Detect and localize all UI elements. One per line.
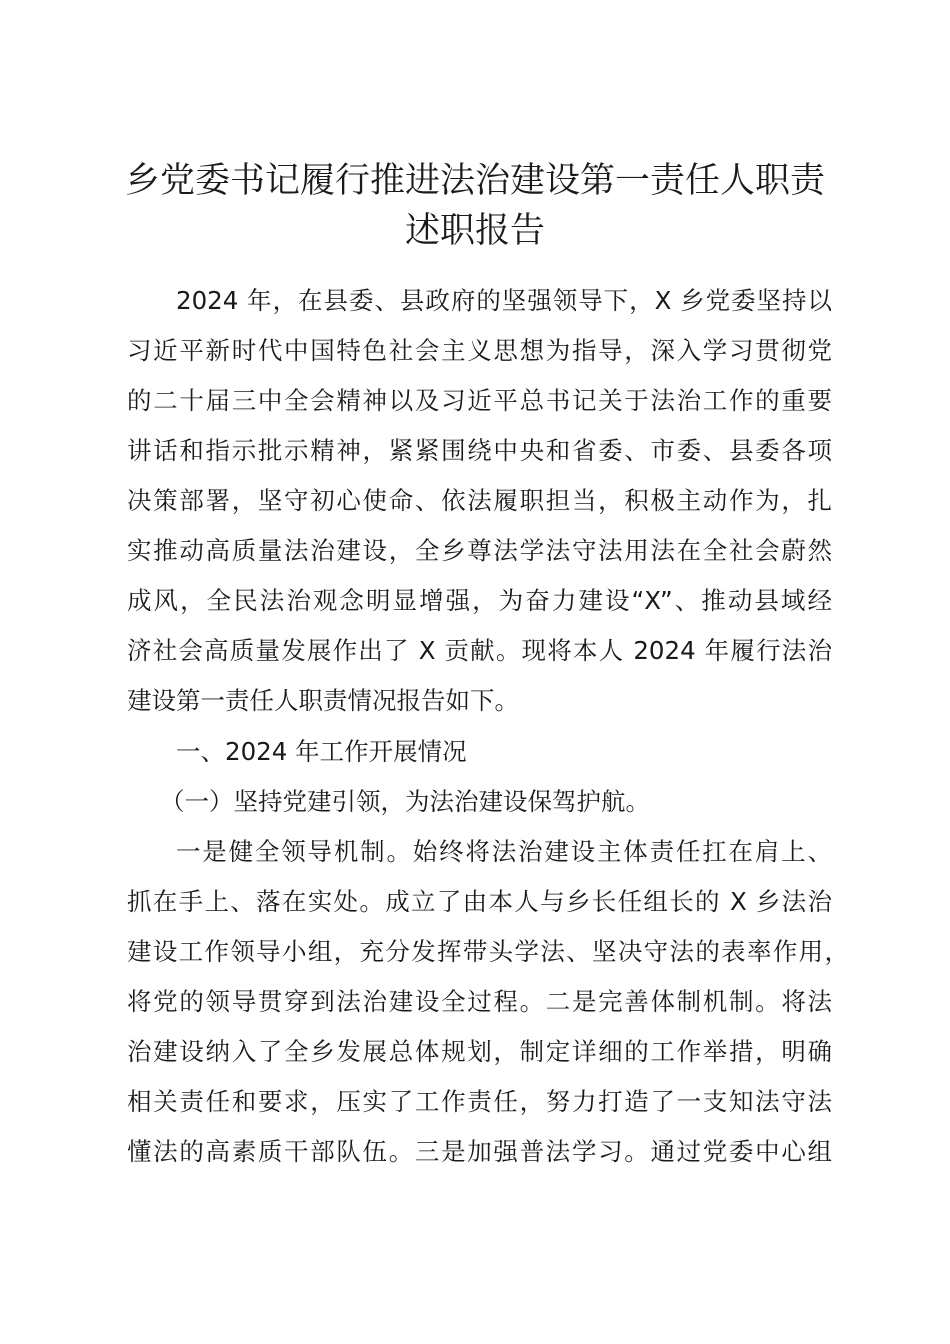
section-heading: 一、2024 年工作开展情况	[176, 737, 467, 766]
body-line: 抓在手上、落在实处。成立了由本人与乡长任组长的 X 乡法治	[127, 887, 832, 916]
intro-line: 习近平新时代中国特色社会主义思想为指导，深入学习贯彻党	[127, 336, 832, 365]
document-title-line-1: 乡党委书记履行推进法治建设第一责任人职责	[124, 161, 825, 201]
intro-line: 成风，全民法治观念明显增强，为奋力建设“X”、推动县域经	[127, 586, 832, 615]
intro-line: 决策部署，坚守初心使命、依法履职担当，积极主动作为，扎	[127, 486, 832, 515]
body-line: 懂法的高素质干部队伍。三是加强普法学习。通过党委中心组	[127, 1137, 832, 1166]
intro-line: 的二十届三中全会精神以及习近平总书记关于法治工作的重要	[127, 386, 832, 415]
intro-line: 讲话和指示批示精神，紧紧围绕中央和省委、市委、县委各项	[127, 436, 832, 465]
body-line: 建设工作领导小组，充分发挥带头学法、坚决守法的表率作用，	[127, 937, 849, 966]
body-line: 一是健全领导机制。始终将法治建设主体责任扛在肩上、	[176, 837, 832, 866]
intro-line: 建设第一责任人职责情况报告如下。	[127, 686, 519, 715]
body-line: 相关责任和要求，压实了工作责任，努力打造了一支知法守法	[127, 1087, 832, 1116]
intro-line: 2024 年，在县委、县政府的坚强领导下，X 乡党委坚持以	[176, 286, 832, 315]
intro-line: 实推动高质量法治建设，全乡尊法学法守法用法在全社会蔚然	[127, 536, 832, 565]
body-line: 治建设纳入了全乡发展总体规划，制定详细的工作举措，明确	[127, 1037, 832, 1066]
document-title-line-2: 述职报告	[404, 211, 545, 251]
body-line: 将党的领导贯穿到法治建设全过程。二是完善体制机制。将法	[127, 987, 832, 1016]
intro-line: 济社会高质量发展作出了 X 贡献。现将本人 2024 年履行法治	[127, 636, 832, 665]
subsection-heading: （一）坚持党建引领，为法治建设保驾护航。	[160, 787, 650, 816]
